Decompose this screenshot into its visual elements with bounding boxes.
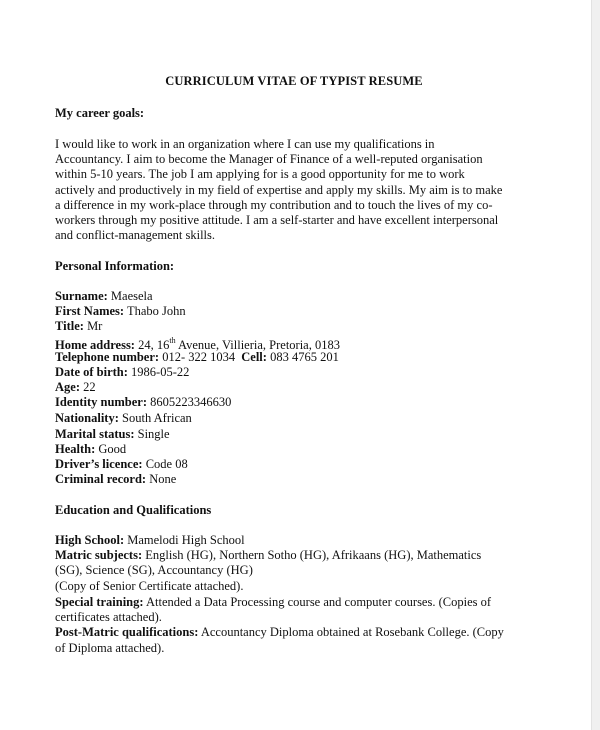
title-value: Mr [87,319,103,333]
criminal-value: None [149,472,177,486]
licence-label: Driver’s licence: [55,457,143,471]
high-school-label: High School: [55,533,125,547]
post-matric-continued [55,641,164,656]
identity-value: 8605223346630 [150,395,232,409]
telephone-label: Telephone number: [55,350,160,364]
career-line: actively and productively in my field of expertise and apply my skills. My aim is to make [55,182,503,197]
matric-label: Matric subjects: [55,548,143,562]
high-school-row [55,533,245,548]
address-suffix: th [169,336,176,345]
dob-label: Date of birth: [55,365,128,379]
document-title: CURRICULUM VITAE OF TYPIST RESUME [165,74,423,88]
post-matric-value: of Diploma attached). [55,641,165,655]
special-training-continued [55,610,162,625]
career-line: and conflict-management skills. [55,228,216,243]
special-training-row [55,595,491,610]
matric-certificate-text: (Copy of Senior Certificate attached). [55,579,244,593]
identity-row [55,395,231,410]
nationality-value: South African [122,411,192,425]
surname-row [55,289,153,304]
nationality-row [55,411,192,426]
health-row [55,442,126,457]
title-row [55,319,102,334]
nationality-label: Nationality: [55,411,119,425]
licence-value: Code 08 [145,457,188,471]
criminal-row [55,472,176,487]
personal-info-heading: Personal Information: [55,259,175,273]
matric-subjects-line: English (HG), Northern Sotho (HG), Afrikaans (HG), Mathematics [145,548,482,562]
title-label: Title: [55,319,84,333]
career-line: I would like to work in an organization where I can use my qualifications in [55,137,435,151]
career-line: a difference in my work-place through my contribution and to touch the lives of my co- [55,197,493,212]
post-matric-label: Post-Matric qualifications: [55,625,199,639]
career-line: workers through my positive attitude. I am a self-starter and have excellent interpersonal [55,213,499,228]
licence-row [55,457,188,472]
post-matric-value: Accountancy Diploma obtained at Rosebank College. (Copy [200,625,504,639]
first-names-value: Thabo John [126,304,186,318]
age-value: 22 [83,380,96,394]
special-training-value: Attended a Data Processing course and computer courses. (Copies of [145,595,492,609]
vertical-scrollbar[interactable] [591,0,600,730]
address-number: 24, 16 [138,338,170,353]
dob-value: 1986-05-22 [131,365,190,379]
high-school-value: Mamelodi High School [127,533,245,547]
telephone-row [55,350,339,365]
marital-label: Marital status: [55,427,135,441]
age-label: Age: [55,380,80,394]
age-row [55,380,96,395]
career-goals-heading: My career goals: [55,106,145,120]
health-value: Good [98,442,127,456]
post-matric-row [55,625,504,640]
first-names-label: First Names: [55,304,125,318]
surname-label: Surname: [55,289,108,303]
career-line: Accountancy. I aim to become the Manager of Finance of a well-reputed organisation [55,152,483,167]
career-line: within 5-10 years. The job I am applying for is a good opportunity for me to work [55,167,465,182]
health-label: Health: [55,442,96,456]
dob-row [55,365,189,380]
surname-value: Maesela [110,289,153,303]
telephone-value: 012- 322 1034 [162,350,236,364]
identity-label: Identity number: [55,395,148,409]
matric-row [55,548,481,563]
criminal-label: Criminal record: [55,472,147,486]
special-training-label: Special training: [55,595,144,609]
matric-certificate-note [55,579,243,594]
special-training-value: certificates attached). [55,610,162,624]
address-rest: Avenue, Villieria, Pretoria, 0183 [178,338,340,353]
matric-subjects-line: (SG), Science (SG), Accountancy (HG) [55,563,253,577]
marital-row [55,427,170,442]
career-goals-paragraph [55,137,545,243]
cell-value: 083 4765 201 [270,350,339,364]
cell-label: Cell: [241,350,267,364]
education-heading: Education and Qualifications [55,503,212,517]
marital-value: Single [137,427,170,441]
address-label: Home address: [55,338,135,353]
matric-row-continued [55,563,253,578]
first-names-row [55,304,186,319]
